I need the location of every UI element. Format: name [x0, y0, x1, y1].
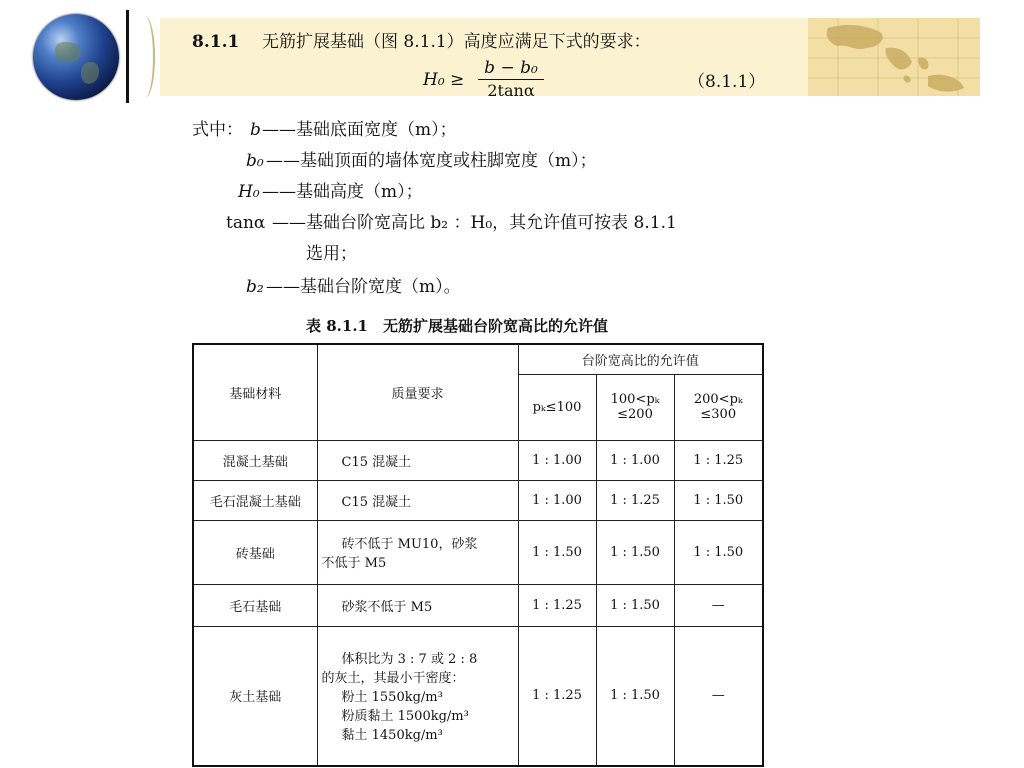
- formula-fraction: [478, 58, 544, 100]
- cell-material: 砖基础: [193, 520, 317, 584]
- header-p3-line1: 200<pₖ: [693, 392, 743, 407]
- cell-material: 毛石混凝土基础: [193, 480, 317, 520]
- quality-line: 粉土 1550kg/m³: [341, 690, 443, 706]
- formula-lhs: H₀ ≥: [423, 70, 465, 90]
- cell-v2: 1 : 1.00: [596, 440, 674, 480]
- cell-material: 灰土基础: [193, 626, 317, 766]
- cell-v1: 1 : 1.25: [518, 626, 596, 766]
- cell-v2: 1 : 1.25: [596, 480, 674, 520]
- def-text-b0: ——基础顶面的墙体宽度或柱脚宽度（m）；: [266, 151, 597, 171]
- globe-logo: [33, 14, 119, 100]
- clause-number: 8.1.1: [192, 32, 240, 52]
- cell-v2: 1 : 1.50: [596, 520, 674, 584]
- header-quality: 质量要求: [317, 344, 518, 440]
- cell-v3: 1 : 1.50: [674, 480, 763, 520]
- table-row: [193, 440, 763, 480]
- def-text-tan: ——基础台阶宽高比 b₂ ：H₀，其允许值可按表 8.1.1: [272, 213, 677, 233]
- cell-v1: 1 : 1.00: [518, 480, 596, 520]
- def-text-h0: ——基础高度（m）；: [262, 182, 423, 202]
- header-p2-line1: 100<pₖ: [610, 392, 660, 407]
- cell-v1: 1 : 1.50: [518, 520, 596, 584]
- quality-line: 黏土 1450kg/m³: [341, 728, 443, 744]
- cell-v2: 1 : 1.50: [596, 584, 674, 626]
- header-group: 台阶宽高比的允许值: [518, 344, 763, 374]
- formula-numerator: b − b₀: [478, 58, 544, 80]
- quality-line: 的灰土，其最小干密度：: [321, 671, 465, 687]
- cell-v3: —: [674, 584, 763, 626]
- def-text-tan-cont: 选用；: [306, 244, 357, 264]
- cell-v3: —: [674, 626, 763, 766]
- allowable-ratio-table: [192, 343, 764, 767]
- cell-material: 毛石基础: [193, 584, 317, 626]
- world-map-decoration: [808, 18, 980, 96]
- table-caption: 表 8.1.1 无筋扩展基础台阶宽高比的允许值: [306, 317, 608, 335]
- quality-line: 砖不低于 MU10，砂浆: [341, 537, 478, 552]
- cell-v1: 1 : 1.00: [518, 440, 596, 480]
- def-symbol-b: b: [250, 120, 261, 140]
- cell-v1: 1 : 1.25: [518, 584, 596, 626]
- header-bracket-decoration: [135, 16, 155, 98]
- cell-v3: 1 : 1.25: [674, 440, 763, 480]
- def-text-b2: ——基础台阶宽度（m）。: [266, 277, 461, 297]
- header-divider: [126, 10, 129, 103]
- cell-quality: [317, 520, 518, 584]
- clause-text: 无筋扩展基础（图 8.1.1）高度应满足下式的要求：: [262, 32, 651, 52]
- quality-line: 不低于 M5: [321, 556, 387, 571]
- header-p2: [596, 374, 674, 440]
- quality-line: 砂浆不低于 M5: [341, 599, 433, 615]
- cell-quality: [317, 480, 518, 520]
- header-p3: [674, 374, 763, 440]
- def-text-b: ——基础底面宽度（m）；: [262, 120, 457, 140]
- def-symbol-tan: tanα: [226, 213, 266, 233]
- definitions-intro: 式中：: [192, 120, 243, 140]
- formula-label: （8.1.1）: [688, 72, 766, 92]
- def-symbol-h0: H₀: [238, 182, 260, 202]
- header-material: 基础材料: [193, 344, 317, 440]
- cell-quality: [317, 626, 518, 766]
- cell-v3: 1 : 1.50: [674, 520, 763, 584]
- def-symbol-b0: b₀: [246, 151, 264, 171]
- cell-v2: 1 : 1.50: [596, 626, 674, 766]
- header-p3-line2: ≤300: [700, 407, 737, 422]
- quality-line: 粉质黏土 1500kg/m³: [341, 709, 469, 725]
- table-row: [193, 520, 763, 584]
- table-row: [193, 480, 763, 520]
- def-symbol-b2: b₂: [246, 277, 264, 297]
- formula-denominator: 2tanα: [487, 81, 535, 100]
- quality-line: C15 混凝土: [341, 454, 412, 470]
- header-p1: pₖ≤100: [518, 374, 596, 440]
- cell-quality: [317, 584, 518, 626]
- quality-line: C15 混凝土: [341, 494, 412, 510]
- quality-line: 体积比为 3 : 7 或 2 : 8: [341, 652, 478, 668]
- cell-quality: [317, 440, 518, 480]
- cell-material: 混凝土基础: [193, 440, 317, 480]
- header-p2-line2: ≤200: [617, 407, 653, 422]
- table-row: [193, 584, 763, 626]
- table-row: [193, 626, 763, 766]
